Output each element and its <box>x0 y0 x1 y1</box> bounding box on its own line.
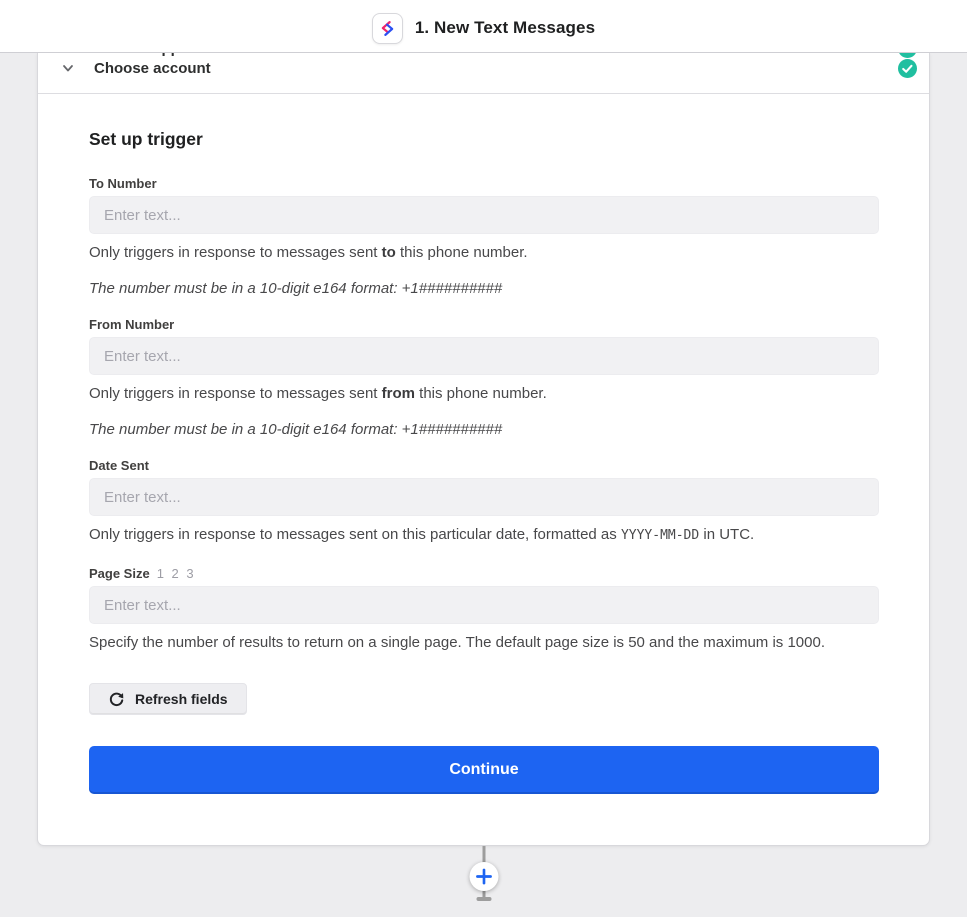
field-date-sent <box>89 458 879 546</box>
editor-canvas <box>0 53 967 917</box>
page-title: 1. New Text Messages <box>414 18 596 37</box>
field-page-size <box>89 566 879 653</box>
check-circle-icon <box>898 59 917 78</box>
from-number-help-text: Only triggers in response to messages sent from this phone number. <box>89 385 547 402</box>
date-sent-input[interactable] <box>89 478 879 516</box>
connector-endcap <box>476 897 491 901</box>
to-number-input[interactable] <box>89 196 879 234</box>
plus-icon <box>475 868 492 885</box>
step-connector <box>0 846 967 906</box>
step-title-group <box>372 13 595 44</box>
page-size-type-hint: 1 2 3 <box>156 566 196 581</box>
field-from-number <box>89 317 879 438</box>
refresh-fields-button[interactable] <box>89 683 247 715</box>
chevron-down-icon[interactable] <box>61 61 75 75</box>
date-sent-label: Date Sent <box>89 458 149 473</box>
step-settings-card <box>37 53 930 846</box>
signalwire-logo-icon <box>372 13 403 44</box>
form-heading: Set up trigger <box>89 129 203 149</box>
date-sent-help-text: Only triggers in response to messages sent on this particular date, formatted as YYYY-MM-DD in UTC. <box>89 526 755 543</box>
refresh-fields-label: Refresh fields <box>135 691 228 707</box>
trigger-form <box>38 94 929 845</box>
from-number-format-note: The number must be in a 10-digit e164 format: +1########## <box>89 421 503 438</box>
add-step-button[interactable] <box>469 862 498 891</box>
page-size-input[interactable] <box>89 586 879 624</box>
from-number-input[interactable] <box>89 337 879 375</box>
to-number-help-text: Only triggers in response to messages sent to this phone number. <box>89 244 528 261</box>
to-number-format-note: The number must be in a 10-digit e164 format: +1########## <box>89 280 503 297</box>
section-label: Choose account <box>94 59 211 77</box>
field-to-number <box>89 176 879 297</box>
page-size-help-text: Specify the number of results to return on a single page. The default page size is 50 and the maximum is 1000. <box>89 634 825 651</box>
from-number-label: From Number <box>89 317 175 332</box>
continue-button[interactable]: Continue <box>89 746 879 794</box>
refresh-icon <box>108 691 125 708</box>
to-number-label: To Number <box>89 176 157 191</box>
page-size-label: Page Size <box>89 566 150 581</box>
fields <box>89 176 879 653</box>
step-header <box>0 0 967 53</box>
